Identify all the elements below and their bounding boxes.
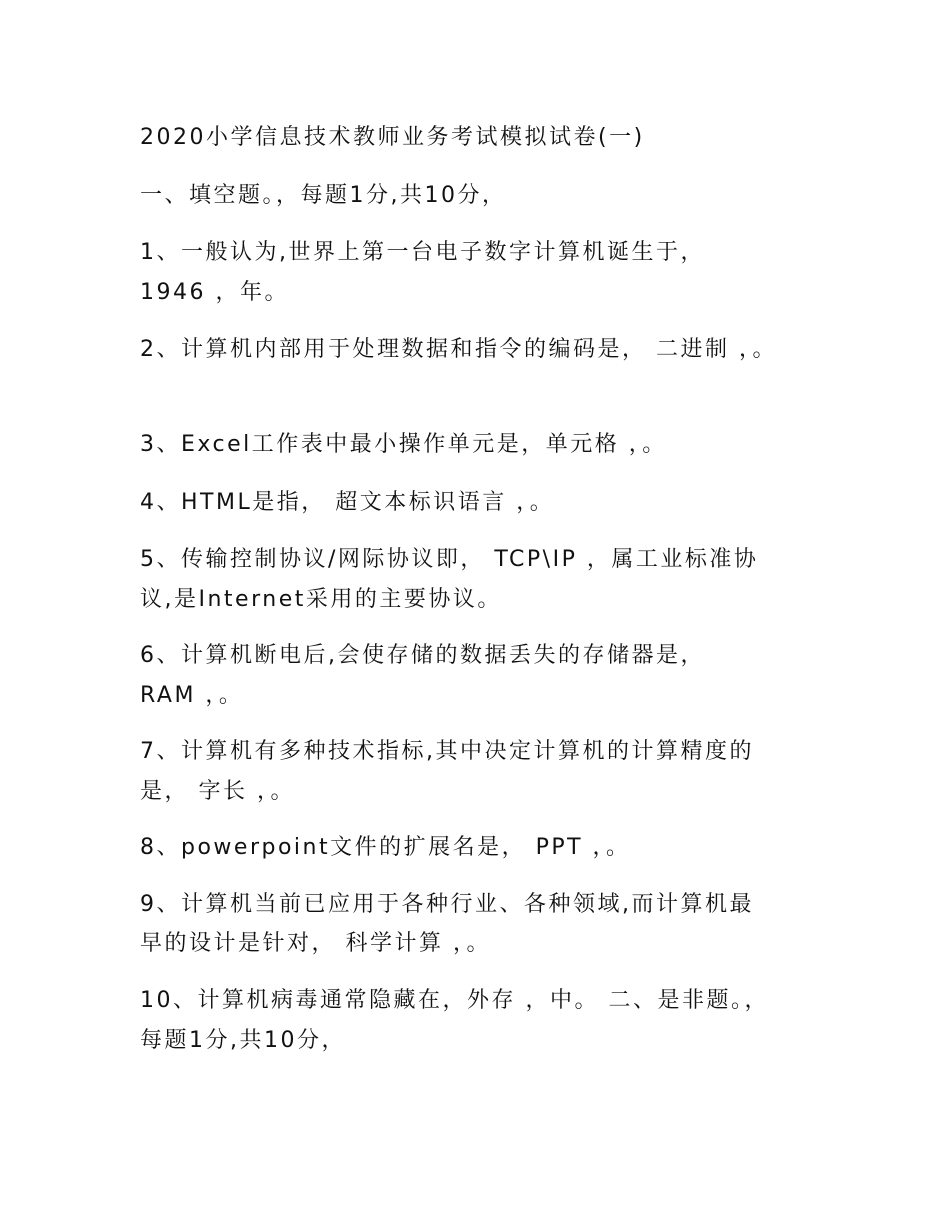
question-10-line-1: 10、计算机病毒通常隐藏在，外存 ，中。 二、是非题。，: [140, 988, 769, 1013]
document-title: 2020小学信息技术教师业务考试模拟试卷(一): [140, 125, 645, 150]
question-6-line-2: RAM ，。: [140, 683, 244, 708]
question-9-line-2: 早的设计是针对， 科学计算 ，。: [140, 931, 491, 956]
question-7-line-1: 7、计算机有多种技术指标,其中决定计算机的计算精度的: [140, 739, 754, 764]
question-5-line-1: 5、传输控制协议/网际协议即， TCP\IP ，属工业标准协: [140, 547, 759, 572]
question-5-line-2: 议,是Internet采用的主要协议。: [140, 587, 502, 612]
question-9-line-1: 9、计算机当前已应用于各种行业、各种领域,而计算机最: [140, 892, 754, 917]
question-2-line-1: 2、计算机内部用于处理数据和指令的编码是， 二进制 ，。: [140, 337, 777, 362]
question-4-line-1: 4、HTML是指， 超文本标识语言 ，。: [140, 490, 555, 515]
question-1-line-1: 1、一般认为,世界上第一台电子数字计算机诞生于，: [140, 240, 705, 265]
question-10-line-2: 每题1分,共10分，: [140, 1028, 346, 1053]
question-1-line-2: 1946 ，年。: [140, 280, 289, 305]
question-8-line-1: 8、powerpoint文件的扩展名是， PPT ，。: [140, 835, 631, 860]
question-6-line-1: 6、计算机断电后,会使存储的数据丢失的存储器是，: [140, 643, 705, 668]
question-7-line-2: 是， 字长 ，。: [140, 779, 295, 804]
section-heading-fill-in-blank: 一、填空题。，每题1分,共10分，: [140, 183, 507, 208]
question-3-line-1: 3、Excel工作表中最小操作单元是，单元格 ，。: [140, 432, 667, 457]
